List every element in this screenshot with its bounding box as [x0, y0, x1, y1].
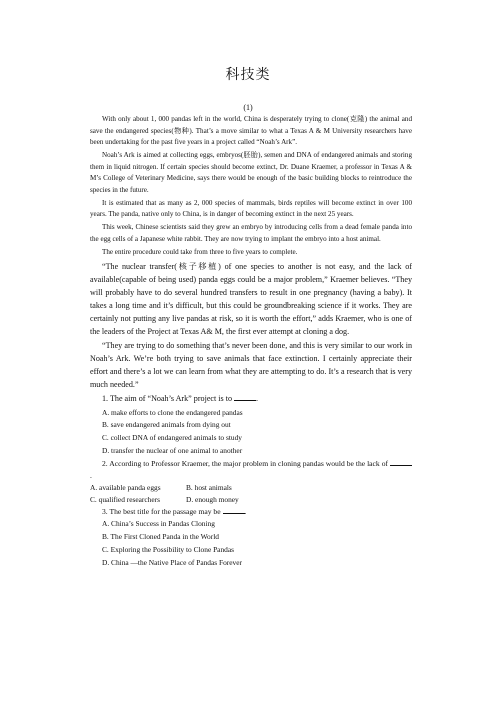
option-a[interactable]: A. available panda eggs — [90, 483, 161, 493]
paragraph-4: This week, Chinese scientists said they grew an embryo by introducing cells from a dead female panda into the egg cells of a Japanese white rabbit. They are now trying to implant the embryo into a host animal. — [90, 223, 412, 243]
question-stem — [90, 392, 412, 405]
option-d[interactable]: D. enough money — [186, 494, 239, 504]
option-a[interactable]: A. make efforts to clone the endangered pandas — [102, 407, 243, 417]
page-title: 科技类 — [225, 67, 271, 83]
option-b[interactable]: B. The First Cloned Panda in the World — [102, 532, 219, 542]
question-2 — [90, 458, 412, 505]
option-b[interactable]: B. host animals — [186, 483, 232, 493]
paragraph-2: Noah’s Ark is aimed at collecting eggs, embryos(胚胎), semen and DNA of endangered animals and storing them in liquid nitrogen. If certain species should become extinct, Dr. Duane Kraemer, a professor in Texas A & M’s College of Veterinary Medicine, says there would be enough of the basic building blocks to reintroduce the species in the future. — [90, 151, 412, 194]
answer-blank[interactable] — [223, 507, 245, 514]
option-d[interactable]: D. transfer the nuclear of one animal to another — [102, 446, 243, 456]
question-1 — [90, 392, 412, 457]
paragraph-5: The entire procedure could take from three to five years to complete. — [102, 247, 298, 256]
question-text: 1. The aim of “Noah’s Ark” project is to — [102, 394, 232, 404]
option-d[interactable]: D. China —the Native Place of Pandas Forever — [102, 558, 242, 568]
paragraph-7: “They are trying to do something that’s never been done, and this is very similar to our work in Noah’s Ark. We’re both trying to save animals that face extinction. I certainly appreciate their effort and there’s a lot we can learn from what they are attempting to do. It’s a research that is very much needed.” — [90, 340, 412, 389]
question-end: . — [256, 394, 259, 404]
question-stem — [90, 458, 412, 481]
answer-blank[interactable] — [234, 394, 259, 404]
option-c[interactable]: C. Exploring the Possibility to Clone Pandas — [102, 545, 235, 555]
paragraph-3: It is estimated that as many as 2, 000 species of mammals, birds reptiles will become extinct in over 100 years. The panda, native only to China, is in danger of becoming extinct in the next 25 years. — [90, 198, 412, 219]
paragraph-6: “The nuclear transfer(核子移植) of one species to another is not easy, and the lack of available(capable of being used) panda eggs could be a major problem,” Kraemer believes. “They will probably have to do several hundred transfers to result in one pregnancy (having a baby). It takes a long time and it’s difficult, but this could be groundbreaking science if it works. They are certainly not putting any live pandas at risk, so it is worth the effort,” adds Kraemer, who is one of the leaders of the Project at Texas A& M, the first ever attempt at cloning a dog. — [90, 261, 412, 336]
option-c[interactable]: C. qualified researchers — [90, 494, 160, 504]
option-b[interactable]: B. save endangered animals from dying out — [102, 420, 231, 430]
question-3 — [90, 506, 412, 569]
question-text: 3. The best title for the passage may be — [102, 506, 221, 516]
option-a[interactable]: A. China’s Success in Pandas Cloning — [102, 519, 215, 529]
paragraph-1: With only about 1, 000 pandas left in the world, China is desperately trying to clone(克隆) the animal and save the endangered species(物种). That’s a move similar to what a Texas A & M University researchers have been undertaking for the past five years in a project called “Noah’s Ark”. — [90, 115, 412, 147]
section-number: (1) — [243, 103, 253, 112]
question-stem — [90, 506, 412, 518]
option-row — [90, 482, 412, 494]
question-end: . — [244, 506, 247, 516]
option-c[interactable]: C. collect DNA of endangered animals to study — [102, 433, 242, 443]
option-row — [90, 494, 412, 506]
answer-blank[interactable] — [390, 459, 412, 466]
question-end: . — [90, 470, 92, 480]
document-body — [90, 114, 412, 570]
question-text: 2. According to Professor Kraemer, the major problem in cloning pandas would be the lack of — [102, 459, 389, 469]
